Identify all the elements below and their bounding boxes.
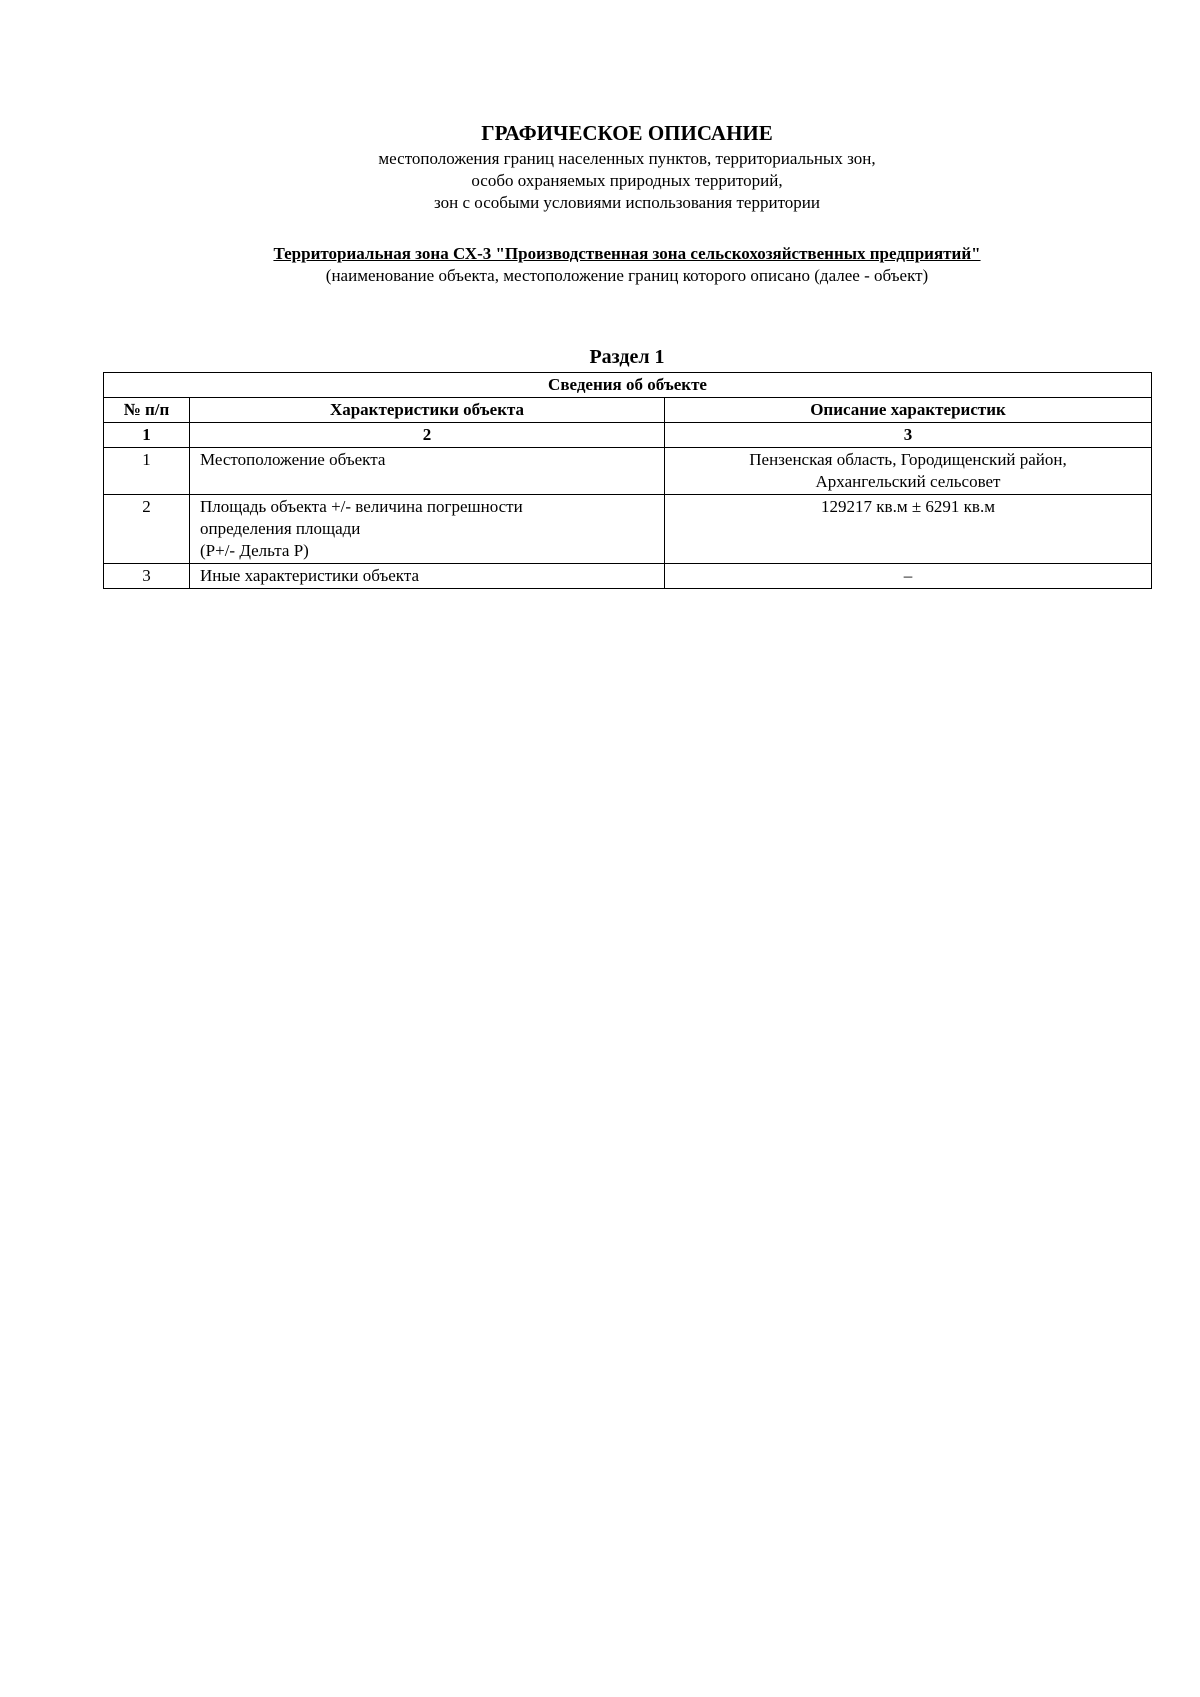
row-number: 3 [104,564,190,589]
row-number: 2 [104,495,190,564]
column-number: 3 [665,423,1152,448]
column-header: Характеристики объекта [190,398,665,423]
description-line: Пензенская область, Городищенский район, [749,450,1067,469]
row-characteristic [190,564,665,589]
row-description [665,564,1152,589]
row-characteristic [190,495,665,564]
table-caption-row [104,373,1152,398]
description-line: 129217 кв.м ± 6291 кв.м [821,497,995,516]
column-number: 2 [190,423,665,448]
subtitle-line: особо охраняемых природных территорий, [471,171,783,190]
column-number: 1 [104,423,190,448]
object-info-table [103,372,1152,589]
characteristic-line: Местоположение объекта [200,450,386,469]
column-header: № п/п [104,398,190,423]
object-name-caption: (наименование объекта, местоположение границ которого описано (далее - объект) [325,266,929,285]
table-row [104,564,1152,589]
subtitle-line: местоположения границ населенных пунктов, территориальных зон, [378,149,876,168]
characteristic-line: Иные характеристики объекта [200,566,420,585]
description-line: – [903,566,913,585]
characteristic-line: определения площади [200,519,361,538]
table-header-row [104,398,1152,423]
table-row [104,448,1152,495]
document-title: ГРАФИЧЕСКОЕ ОПИСАНИЕ [481,121,773,145]
row-description [665,448,1152,495]
section-title: Раздел 1 [589,346,665,368]
row-number: 1 [104,448,190,495]
object-name: Территориальная зона СХ-3 "Производственная зона сельскохозяйственных предприятий" [273,244,981,263]
row-characteristic [190,448,665,495]
document-subtitle [0,148,1200,214]
column-header: Описание характеристик [665,398,1152,423]
description-line: Архангельский сельсовет [815,472,1001,491]
row-description [665,495,1152,564]
table-row [104,495,1152,564]
subtitle-line: зон с особыми условиями использования территории [434,193,820,212]
column-number-row [104,423,1152,448]
table-caption: Сведения об объекте [104,373,1152,398]
characteristic-line: (P+/- Дельта P) [200,541,309,560]
characteristic-line: Площадь объекта +/- величина погрешности [200,497,523,516]
